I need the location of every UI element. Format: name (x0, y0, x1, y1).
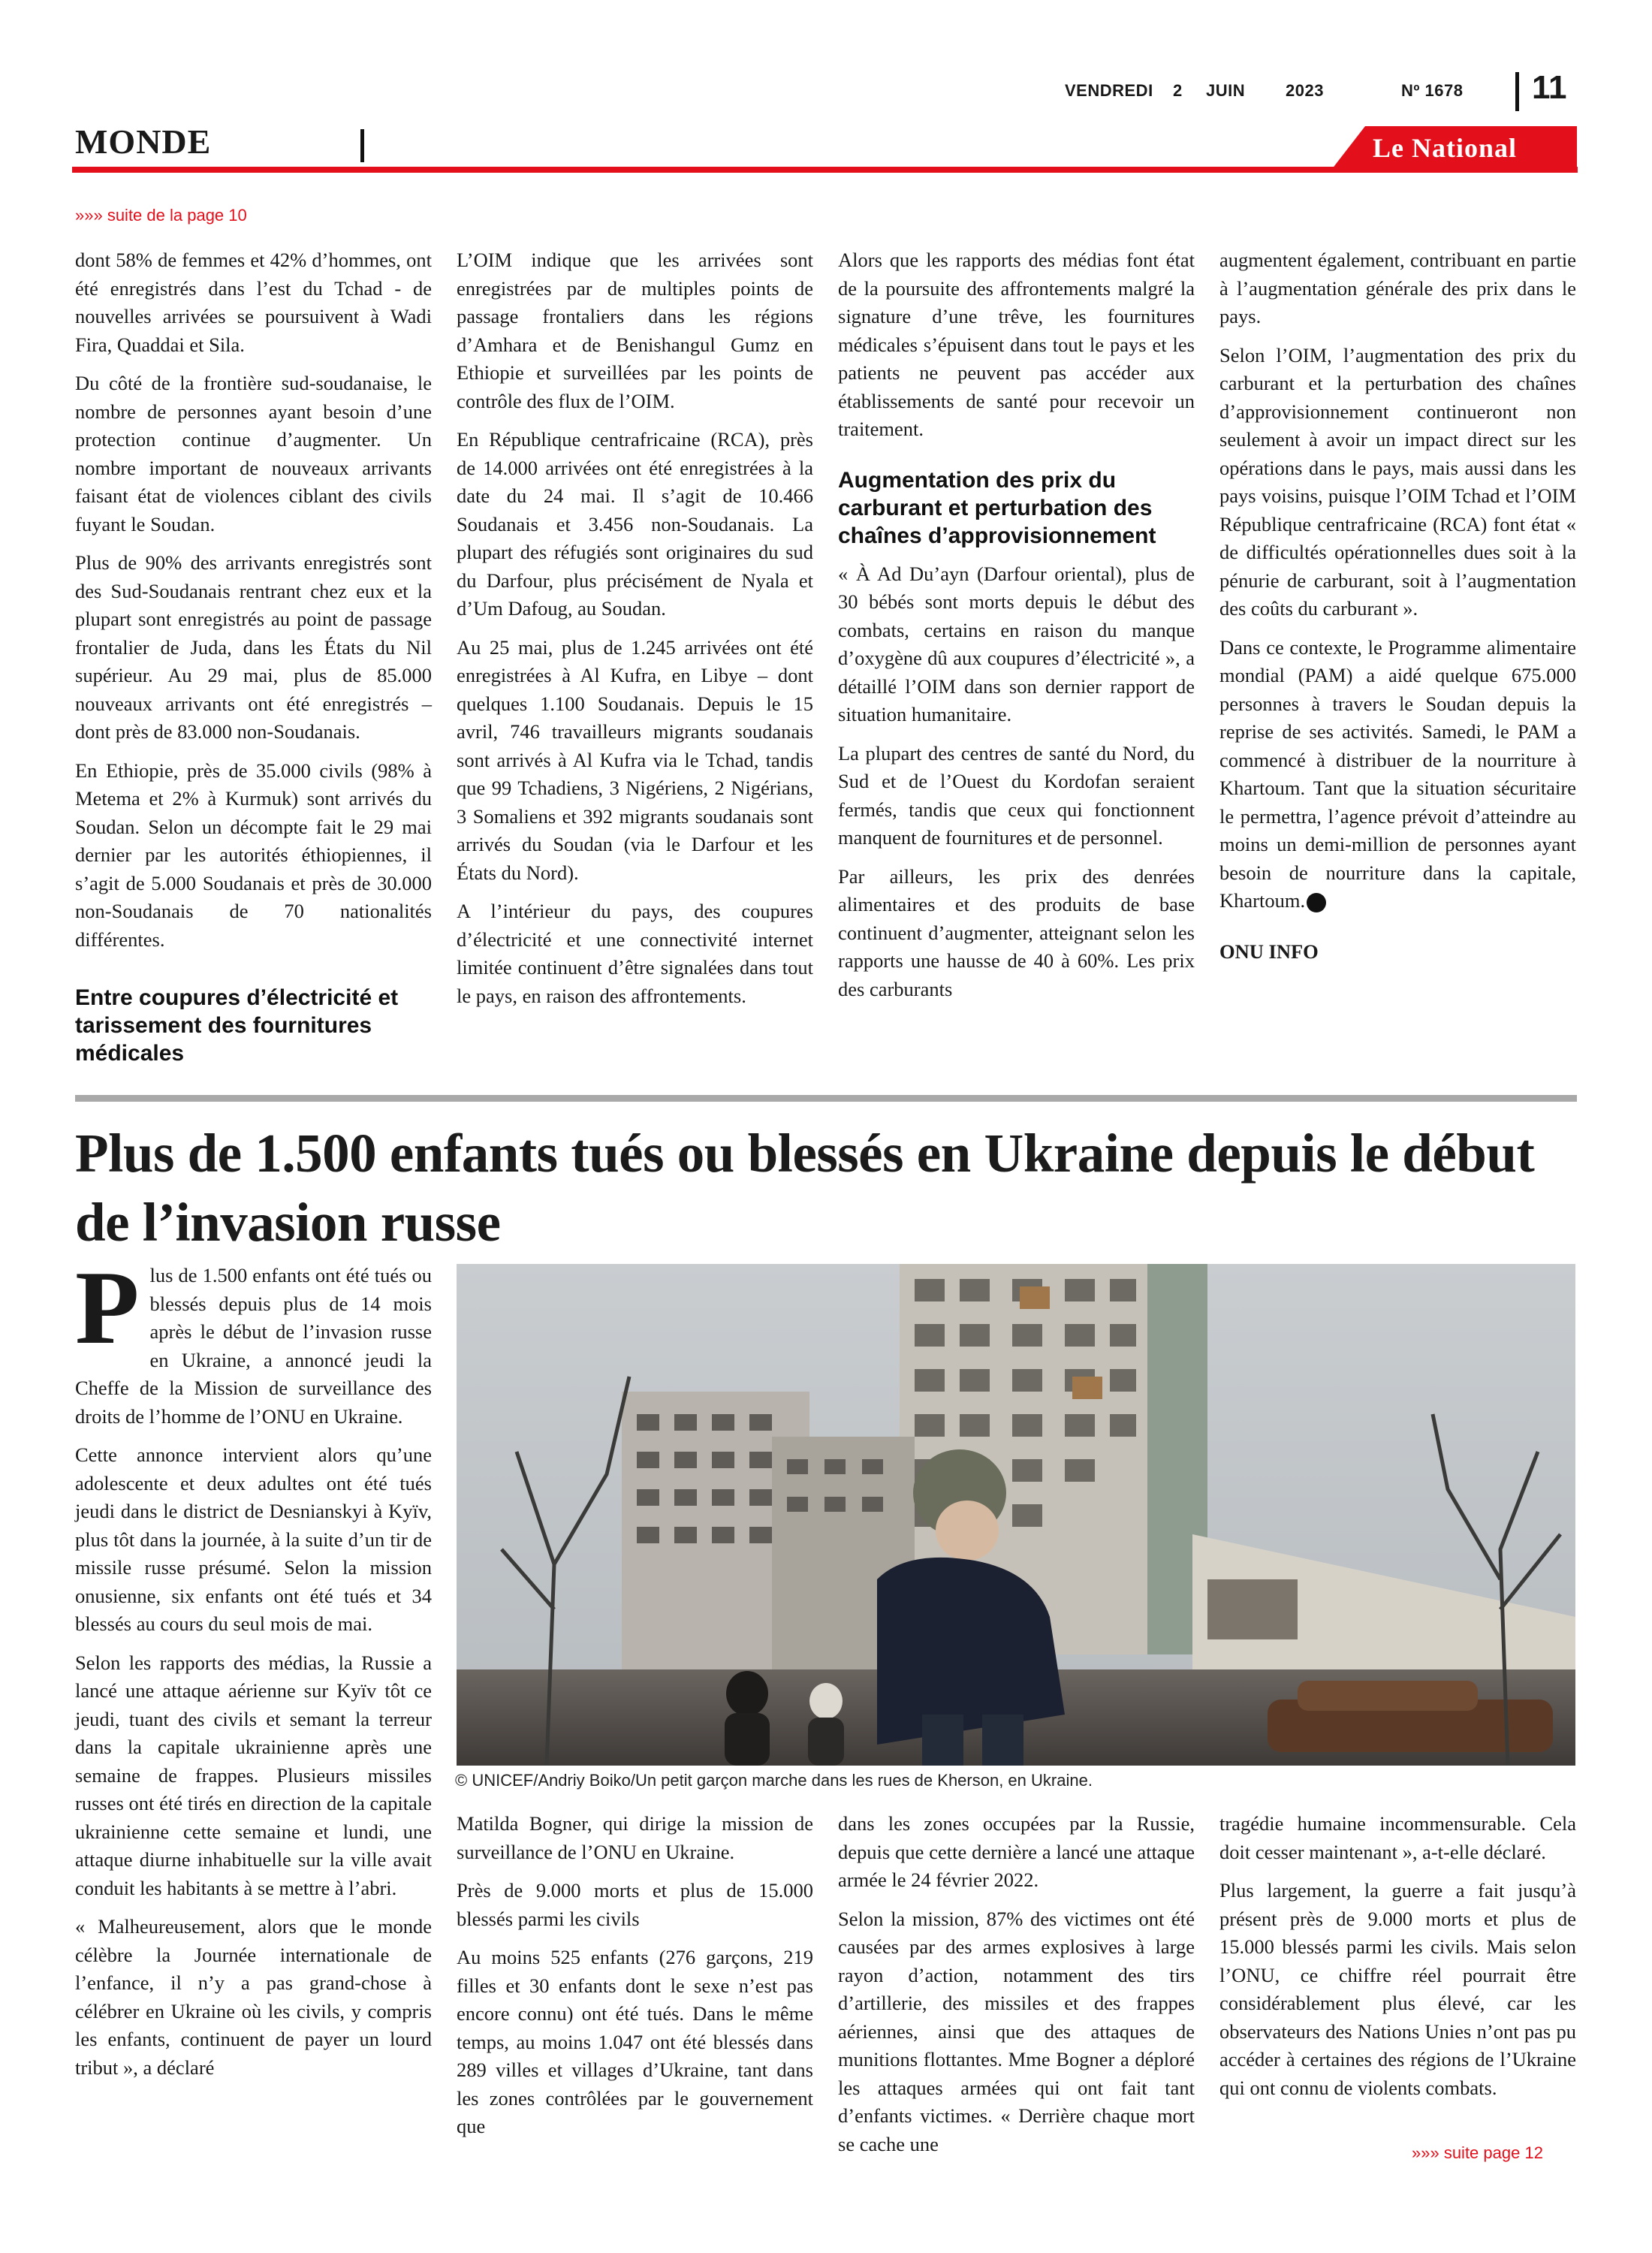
article-photo (457, 1264, 1575, 1766)
paragraph: A l’intérieur du pays, des coupures d’électricité et une connectivité internet limitée continuent d’être signalées dans tout le pays, en raison des affrontements. (457, 900, 813, 1007)
paragraph: Alors que les rapports des médias font état de la poursuite des affrontements malgré la signature d’une trêve, les fournitures médicales s’épuisent dans tout le pays et les patients ne peuvent pas accéder aux établissements de santé pour recevoir un traitement. (838, 249, 1195, 440)
paragraph: tragédie humaine incommensurable. Cela doit cesser maintenant », a-t-elle déclaré. (1219, 1812, 1576, 1863)
header-year: 2023 (1286, 81, 1324, 100)
page-number-divider (1515, 72, 1519, 111)
continued-to-link[interactable]: »»» suite page 12 (1412, 2143, 1543, 2162)
paragraph: Au moins 525 enfants (276 garçons, 219 filles et 30 enfants dont le sexe n’est pas encore connu) ont été tués. Dans le même temps, au moins 1.047 ont été blessés dans 289 villes et villages d’Ukraine, tant dans les zones contrôlées par le gouvernement que (457, 1946, 813, 2137)
subheading: Augmentation des prix du carburant et perturbation des chaînes d’approvisionnement (838, 467, 1156, 548)
paragraph-text: Dans ce contexte, le Programme alimentaire mondial (PAM) a aidé quelque 675.000 personnes à travers le Soudan depuis la reprise de ses activités. Samedi, le PAM a commencé à distribuer de la nourriture à Khartoum. Tant que la situation sécuritaire le permettra, l’agence prévoit d’atteindre au moins un demi-million de personnes ayant besoin de nourriture dans la capitale, Khartoum. (1219, 635, 1576, 912)
paragraph: Près de 9.000 morts et plus de 15.000 blessés parmi les civils (457, 1879, 813, 1930)
paragraph: dont 58% de femmes et 42% d’hommes, ont été enregistrés dans l’est du Tchad - de nouvelles arrivées se poursuivent à Wadi Fira, Quaddai et Sila. (75, 249, 432, 356)
paragraph: Plus de 90% des arrivants enregistrés sont des Sud-Soudanais rentrant chez eux et la plupart sont enregistrés au point de passage frontalier de Juda, dans les États du Nil supérieur. Au 29 mai, plus de 85.000 nouveaux arrivants ont été enregistrés – dont près de 83.000 non-Soudanais. (75, 551, 432, 743)
header-day: VENDREDI (1065, 81, 1153, 100)
paragraph: dans les zones occupées par la Russie, depuis que cette dernière a lancé une attaque armée le 24 février 2022. (838, 1812, 1195, 1891)
paragraph: « À Ad Du’ayn (Darfour oriental), plus de 30 bébés sont morts depuis le début des combats, certains en raison du manque d’oxygène dû aux coupures d’électricité », a détaillé l’OIM dans son dernier rapport de situation humanitaire. (838, 562, 1195, 725)
top-article-column-2 (457, 246, 813, 1021)
header-month: JUIN (1206, 81, 1246, 100)
paragraph (1219, 634, 1576, 915)
paragraph: Du côté de la frontière sud-soudanaise, le nombre de personnes ayant besoin d’une protection continue d’augmenter. Un nombre important de nouveaux arrivants faisant état de violences ciblant des civils fuyant le Soudan. (75, 372, 432, 535)
top-article-column-4 (1219, 246, 1576, 976)
end-mark-icon (1307, 893, 1326, 912)
top-article-column-3 (838, 246, 1195, 1014)
paragraph: Selon les rapports des médias, la Russie a lancé une attaque aérienne sur Kyïv tôt ce jeudi, tuant des civils et semant la terreur dans la capitale ukrainienne après une semaine de frappes. Plusieurs missiles russes ont été tirés en direction de la capitale ukrainienne cette semaine et lundi, une attaque diurne inhabituelle sur la ville avait conduit les habitants à se mettre à l’abri. (75, 1651, 432, 1899)
author-credit: ONU INFO (1219, 940, 1319, 963)
issue-number: Nº 1678 (1401, 81, 1464, 100)
bottom-article-column-2 (457, 1810, 813, 2152)
bottom-article-column-4 (1219, 1810, 1576, 2113)
drop-cap: P (75, 1250, 140, 1366)
paragraph (75, 1250, 432, 1431)
article-divider (75, 1095, 1577, 1102)
page-number: 11 (1532, 69, 1567, 106)
paragraph: La plupart des centres de santé du Nord, du Sud et de l’Ouest du Kordofan seraient fermés, tandis que ceux qui fonctionnent manquent de fournitures et de personnel. (838, 741, 1195, 849)
top-article-column-1 (75, 246, 432, 1078)
continued-from-link[interactable]: »»» suite de la page 10 (75, 206, 247, 225)
paragraph: Au 25 mai, plus de 1.245 arrivées ont été enregistrées à Al Kufra, en Libye – dont quelques 1.100 Soudanais. Depuis le 15 avril, 746 travailleurs migrants soudanais sont arrivés à Al Kufra via le Tchad, tandis que 99 Tchadiens, 3 Nigériens, 2 Nigérians, 3 Somaliens et 392 migrants soudanais sont arrivés du Soudan (via le Darfour et les États du Nord). (457, 635, 813, 884)
paragraph: Matilda Bogner, qui dirige la mission de surveillance de l’ONU en Ukraine. (457, 1812, 813, 1863)
paragraph: En Ethiopie, près de 35.000 civils (98% à Metema et 2% à Kurmuk) sont arrivés du Soudan. Selon un décompte fait le 29 mai dernier par les autorités éthiopiennes, il s’agit de 5.000 Soudanais et près de 30.000 non-Soudanais de 70 nationalités différentes. (75, 759, 432, 951)
paragraph: « Malheureusement, alors que le monde célèbre la Journée internationale de l’enfance, il n’y a pas grand-chose à célébrer en Ukraine où les civils, y compris les enfants, continuent de payer un lourd tribut », a déclaré (75, 1915, 432, 2079)
paragraph-text: lus de 1.500 enfants ont été tués ou blessés depuis plus de 14 mois après le début de l’invasion russe en Ukraine, a annoncé jeudi la Cheffe de la Mission de surveillance des droits de l’homme de l’ONU en Ukraine. (75, 1264, 432, 1428)
paragraph: Par ailleurs, les prix des denrées alimentaires et des produits de base continuent d’augmenter, atteignant selon les rapports une hausse de 40 à 60%. Les prix des carburants (838, 864, 1195, 1000)
subheading: Entre coupures d’électricité et tarissement des fournitures médicales (75, 985, 399, 1066)
section-divider (360, 129, 364, 162)
paragraph: augmentent également, contribuant en partie à l’augmentation générale des prix dans le pays. (1219, 249, 1576, 327)
paragraph: Plus largement, la guerre a fait jusqu’à présent près de 9.000 morts et plus de 15.000 blessés parmi les civils. Mais selon l’ONU, ce chiffre réel pourrait être considérablement plus élevé, car les observateurs des Nations Unies n’ont pas pu accéder à certaines des régions de l’Ukraine qui ont connu de violents combats. (1219, 1879, 1576, 2099)
bottom-article-column-1 (75, 1250, 432, 2092)
paragraph: Selon l’OIM, l’augmentation des prix du carburant et la perturbation des chaînes d’approvisionnement continueront non seulement à avoir un impact direct sur les opérations dans le pays, mais aussi dans les pays voisins, puisque l’OIM Tchad et l’OIM République centrafricaine (RCA) font état « de difficultés opérationnelles dues soit à la pénurie de carburant, soit à l’augmentation des coûts du carburant ». (1219, 343, 1576, 620)
paragraph: Cette annonce intervient alors qu’une adolescente et deux adultes ont été tués jeudi dans le district de Desnianskyi à Kyïv, plus tôt dans la journée, à la suite d’un tir de missile russe présumé. Selon la mission onusienne, six enfants ont été tués et 34 blessés au cours du seul mois de mai. (75, 1443, 432, 1635)
article-headline: Plus de 1.500 enfants tués ou blessés en Ukraine depuis le début de l’invasion russe (75, 1123, 1535, 1253)
brand-name: Le National (1373, 133, 1518, 163)
header-date-num: 2 (1173, 81, 1183, 100)
bottom-article-column-3 (838, 1810, 1195, 2169)
paragraph: L’OIM indique que les arrivées sont enregistrées par de multiples points de passage frontaliers dans les régions d’Amhara et de Benishangul Gumz en Ethiopie et surveillées par les points de contrôle des flux de l’OIM. (457, 249, 813, 412)
photo-caption: © UNICEF/Andriy Boiko/Un petit garçon marche dans les rues de Kherson, en Ukraine. (455, 1771, 1093, 1790)
section-title: MONDE (75, 122, 212, 161)
paragraph: Selon la mission, 87% des victimes ont été causées par des armes explosives à large rayon d’action, notamment des tirs d’artillerie, des missiles et des frappes aériennes, ainsi que des attaques de munitions flottantes. Mme Bogner a déploré les attaques armées qui ont fait tant d’enfants victimes. « Derrière chaque mort se cache une (838, 1907, 1195, 2155)
kherson-street-photo (457, 1264, 1575, 1766)
paragraph: En République centrafricaine (RCA), près de 14.000 arrivées ont été enregistrées à la date du 24 mai. Il s’agit de 10.466 Soudanais et 3.456 non-Soudanais. La plupart des réfugiés sont originaires du sud du Darfour, plus précisément de Nyala et d’Um Dafoug, au Soudan. (457, 428, 813, 620)
